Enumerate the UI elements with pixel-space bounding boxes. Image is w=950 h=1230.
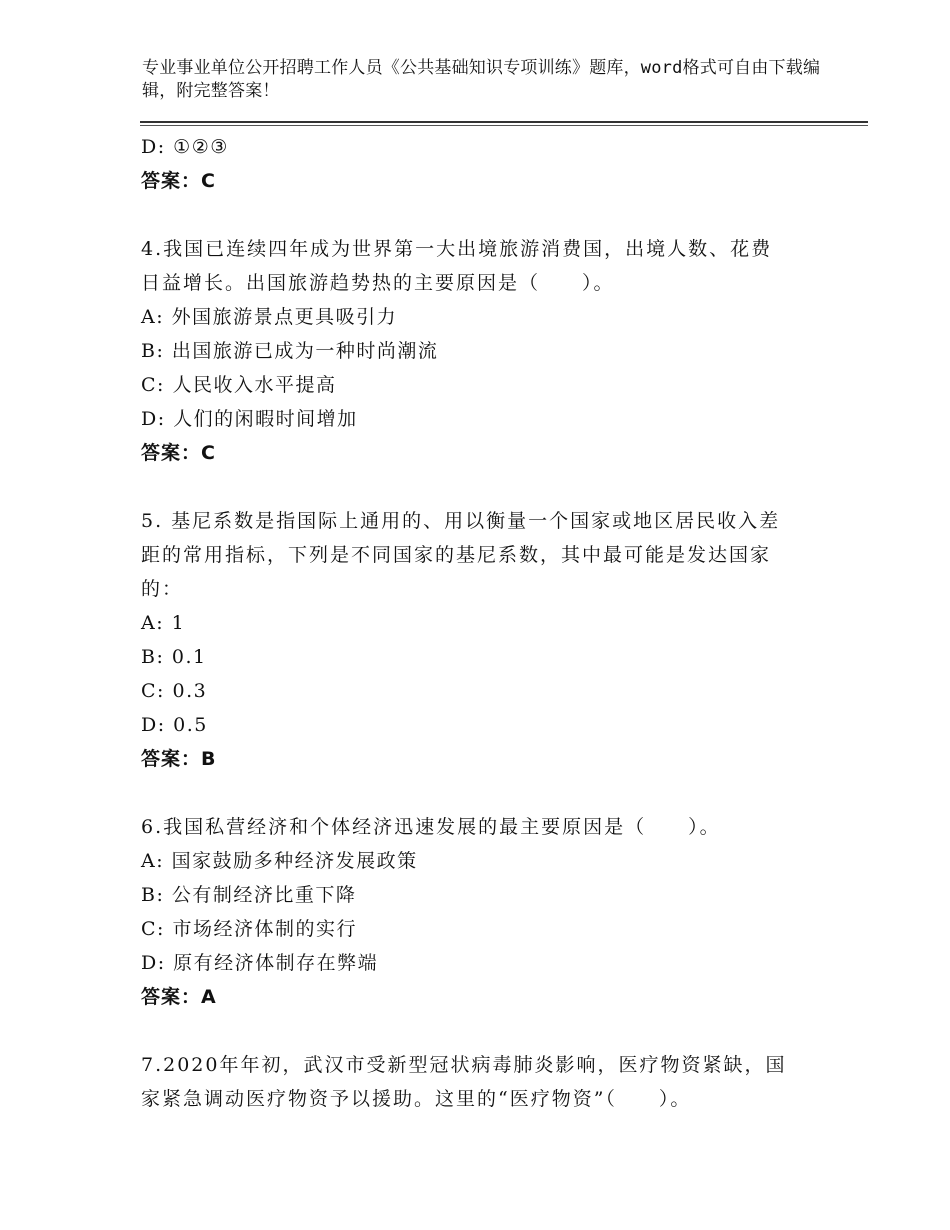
option-b: B: 0.1 [141,646,207,668]
option-d: D: 人们的闲暇时间增加 [141,408,358,430]
question-7 [141,1048,841,1116]
option-d: D: ①②③ [141,136,229,158]
option-a: A: 国家鼓励多种经济发展政策 [141,850,418,872]
question-4 [141,232,841,470]
option-c: C: 0.3 [141,680,208,702]
option-a: A: 外国旅游景点更具吸引力 [141,306,398,328]
answer: 答案：A [141,986,217,1008]
answer: 答案：B [141,748,217,770]
question-stem: 日益增长。出国旅游趋势热的主要原因是（ ）。 [141,272,615,294]
question-stem: 家紧急调动医疗物资予以援助。这里的“医疗物资”（ ）。 [141,1088,692,1110]
option-c: C: 市场经济体制的实行 [141,918,357,940]
question-6 [141,810,841,1014]
answer: 答案：C [141,442,216,464]
answer: 答案：C [141,170,216,192]
question-stem: 5. 基尼系数是指国际上通用的、用以衡量一个国家或地区居民收入差 [141,510,781,532]
question-stem: 4.我国已连续四年成为世界第一大出境旅游消费国，出境人数、花费 [141,238,773,260]
header-rule-thin [140,125,868,126]
question-list [141,130,841,1116]
question-stem: 7.2020年年初，武汉市受新型冠状病毒肺炎影响，医疗物资紧缺，国 [141,1054,787,1076]
option-b: B: 公有制经济比重下降 [141,884,357,906]
question-5 [141,504,841,776]
question-stem: 的： [141,578,184,600]
question-stem: 距的常用指标，下列是不同国家的基尼系数，其中最可能是发达国家 [141,544,772,566]
option-b: B: 出国旅游已成为一种时尚潮流 [141,340,439,362]
option-c: C: 人民收入水平提高 [141,374,337,396]
option-a: A: 1 [141,612,186,634]
option-d: D: 原有经济体制存在弊端 [141,952,379,974]
header-rule-thick [140,121,868,123]
option-d: D: 0.5 [141,714,208,736]
page-header: 专业事业单位公开招聘工作人员《公共基础知识专项训练》题库，word格式可自由下载编辑，附完整答案！ [142,58,821,101]
question-stem: 6.我国私营经济和个体经济迅速发展的最主要原因是（ ）。 [141,816,721,838]
